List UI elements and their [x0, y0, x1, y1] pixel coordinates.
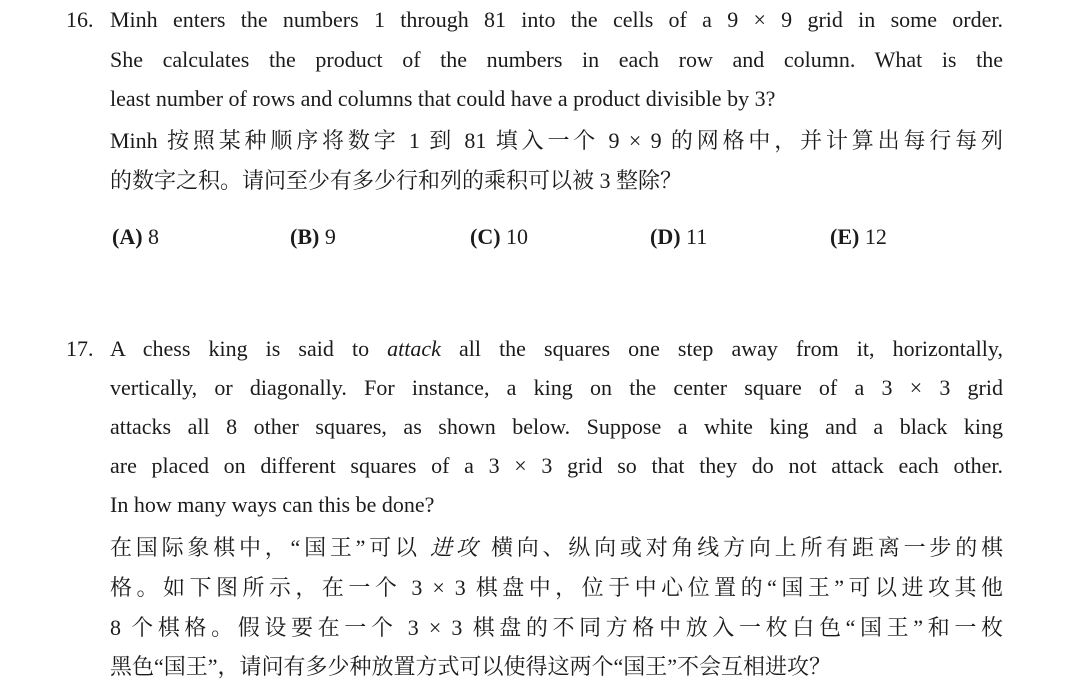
choice-value: 8 [148, 224, 160, 249]
problem-chinese-line [110, 528, 1003, 567]
problem-number: 17. [66, 336, 94, 361]
choice-label: (D) [650, 224, 681, 249]
choice-e [830, 217, 887, 256]
choice-a [112, 217, 159, 256]
problem-text-line: attacks all 8 other squares, as shown below. Suppose a white king and a black king [110, 414, 1003, 439]
choice-c [470, 217, 528, 256]
choice-label: (B) [290, 224, 320, 249]
choice-value: 10 [506, 224, 529, 249]
text-segment: all the squares one step away from it, horizontally, [440, 336, 1003, 361]
text-segment: 在国际象棋中，“国王”可以 [110, 535, 431, 560]
problem-number: 16. [66, 7, 94, 32]
problem-text-line: She calculates the product of the numbers in each row and column. What is the [110, 47, 1003, 72]
emphasized-term: 进攻 [430, 535, 482, 560]
problem-chinese-line: 8 个棋格。假设要在一个 3 × 3 棋盘的不同方格中放入一枚白色“国王”和一枚 [110, 615, 1003, 640]
choice-label: (E) [830, 224, 860, 249]
problem-text-line: vertically, or diagonally. For instance, a king on the center square of a 3 × 3 grid [110, 375, 1003, 400]
problem-text-line: are placed on different squares of a 3 × 3 grid so that they do not attack each other. [110, 453, 1003, 478]
choice-value: 12 [864, 224, 887, 249]
choice-b [290, 217, 336, 256]
problem-chinese-line: 格。如下图所示，在一个 3 × 3 棋盘中，位于中心位置的“国王”可以进攻其他 [110, 575, 1003, 600]
problem-text-line [110, 329, 1003, 368]
choice-label: (C) [470, 224, 501, 249]
text-segment: A chess king is said to [110, 336, 388, 361]
emphasized-term: attack [387, 336, 441, 361]
problem-chinese-line: 的数字之积。请问至少有多少行和列的乘积可以被 3 整除？ [110, 168, 683, 193]
problem-chinese-line: 黑色“国王”，请问有多少种放置方式可以使得这两个“国王”不会互相进攻？ [110, 654, 832, 679]
problem-text-line: least number of rows and columns that could have a product divisible by 3? [110, 86, 776, 111]
choice-value: 11 [686, 224, 708, 249]
choice-d [650, 217, 707, 256]
problem-chinese-line: Minh 按照某种顺序将数字 1 到 81 填入一个 9 × 9 的网格中，并计算出每行每列 [110, 128, 1003, 153]
problem-text-line: In how many ways can this be done? [110, 492, 435, 517]
text-segment: 横向、纵向或对角线方向上所有距离一步的棋 [481, 535, 1003, 560]
problem-text-line: Minh enters the numbers 1 through 81 into the cells of a 9 × 9 grid in some order. [110, 7, 1003, 32]
choice-value: 9 [324, 224, 336, 249]
choice-label: (A) [112, 224, 143, 249]
